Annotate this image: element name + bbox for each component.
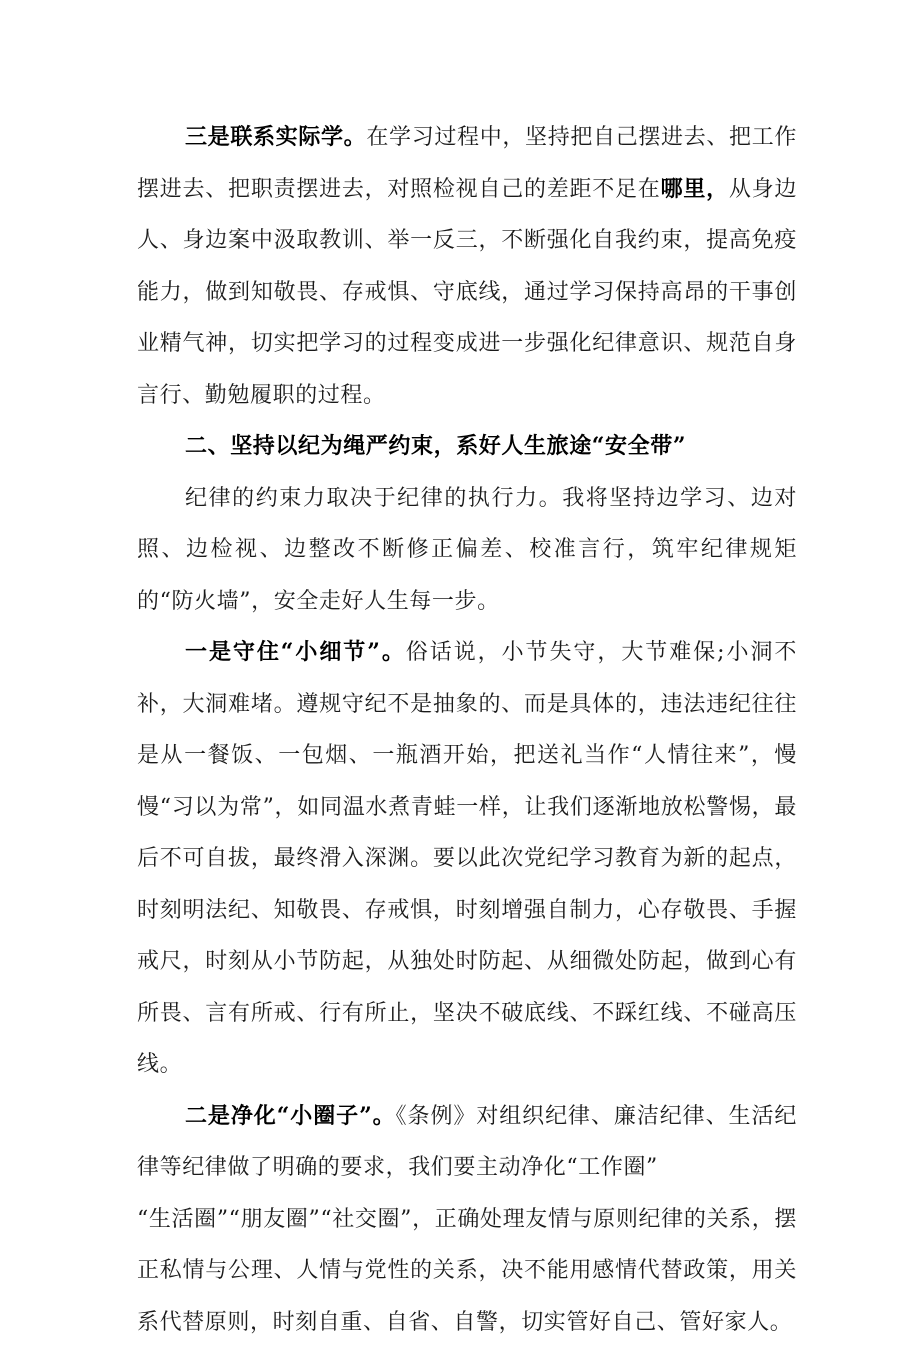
paragraph-text: “生活圈”“朋友圈”“社交圈”，正确处理友情与原则纪律的关系，摆正私情与公理、人情与党性的关系，决不能用感情代替政策，用关系代替原则，时刻自重、自省、自警，切实管好自己、管好家人。	[137, 1207, 797, 1335]
paragraph-practical-learning	[137, 112, 797, 421]
paragraph-lead: 一是守住“小细节”。	[185, 639, 406, 665]
paragraph-discipline-execution: 纪律的约束力取决于纪律的执行力。我将坚持边学习、边对照、边检视、边整改不断修正偏差、校准言行，筑牢纪律规矩的“防火墙”，安全走好人生每一步。	[137, 473, 797, 628]
paragraph-lead: 三是联系实际学。	[185, 124, 366, 150]
document-body	[137, 112, 797, 1348]
paragraph-text: 在学习过程中，坚持把自己摆进去、把工作摆进去、把职责摆进去，对照检视自己的差距不足在	[137, 125, 797, 202]
emphasized-text: 哪里，	[661, 176, 729, 202]
paragraph-small-details	[137, 627, 797, 1091]
paragraph-text: 俗话说，小节失守，大节难保;小洞不补，大洞难堵。遵规守纪不是抽象的、而是具体的，违法违纪往往是从一餐饭、一包烟、一瓶酒开始，把送礼当作“人情往来”，慢慢“习以为常”，如同温水煮青蛙一样，让我们逐渐地放松警惕，最后不可自拔，最终滑入深渊。要以此次党纪学习教育为新的起点，时刻明法纪、知敬畏、存戒惧，时刻增强自制力，心存敬畏、手握戒尺，时刻从小节防起，从独处时防起、从细微处防起，做到心有所畏、言有所戒、行有所止，坚决不破底线、不踩红线、不碰高压线。	[137, 640, 797, 1077]
paragraph-text: 《条例》对组织纪律、廉洁纪律、生活纪律等纪律做了明确的要求，我们要主动净化“工作圈”	[137, 1104, 797, 1181]
paragraph-small-circles	[137, 1091, 797, 1348]
paragraph-lead: 二是净化“小圈子”。	[185, 1103, 396, 1129]
paragraph-text: 从身边人、身边案中汲取教训、举一反三，不断强化自我约束，提高免疫能力，做到知敬畏、存戒惧、守底线，通过学习保持高昂的干事创业精气神，切实把学习的过程变成进一步强化纪律意识、规范自身言行、勤勉履职的过程。	[137, 177, 797, 408]
section-heading: 二、坚持以纪为绳严约束，系好人生旅途“安全带”	[137, 421, 797, 473]
